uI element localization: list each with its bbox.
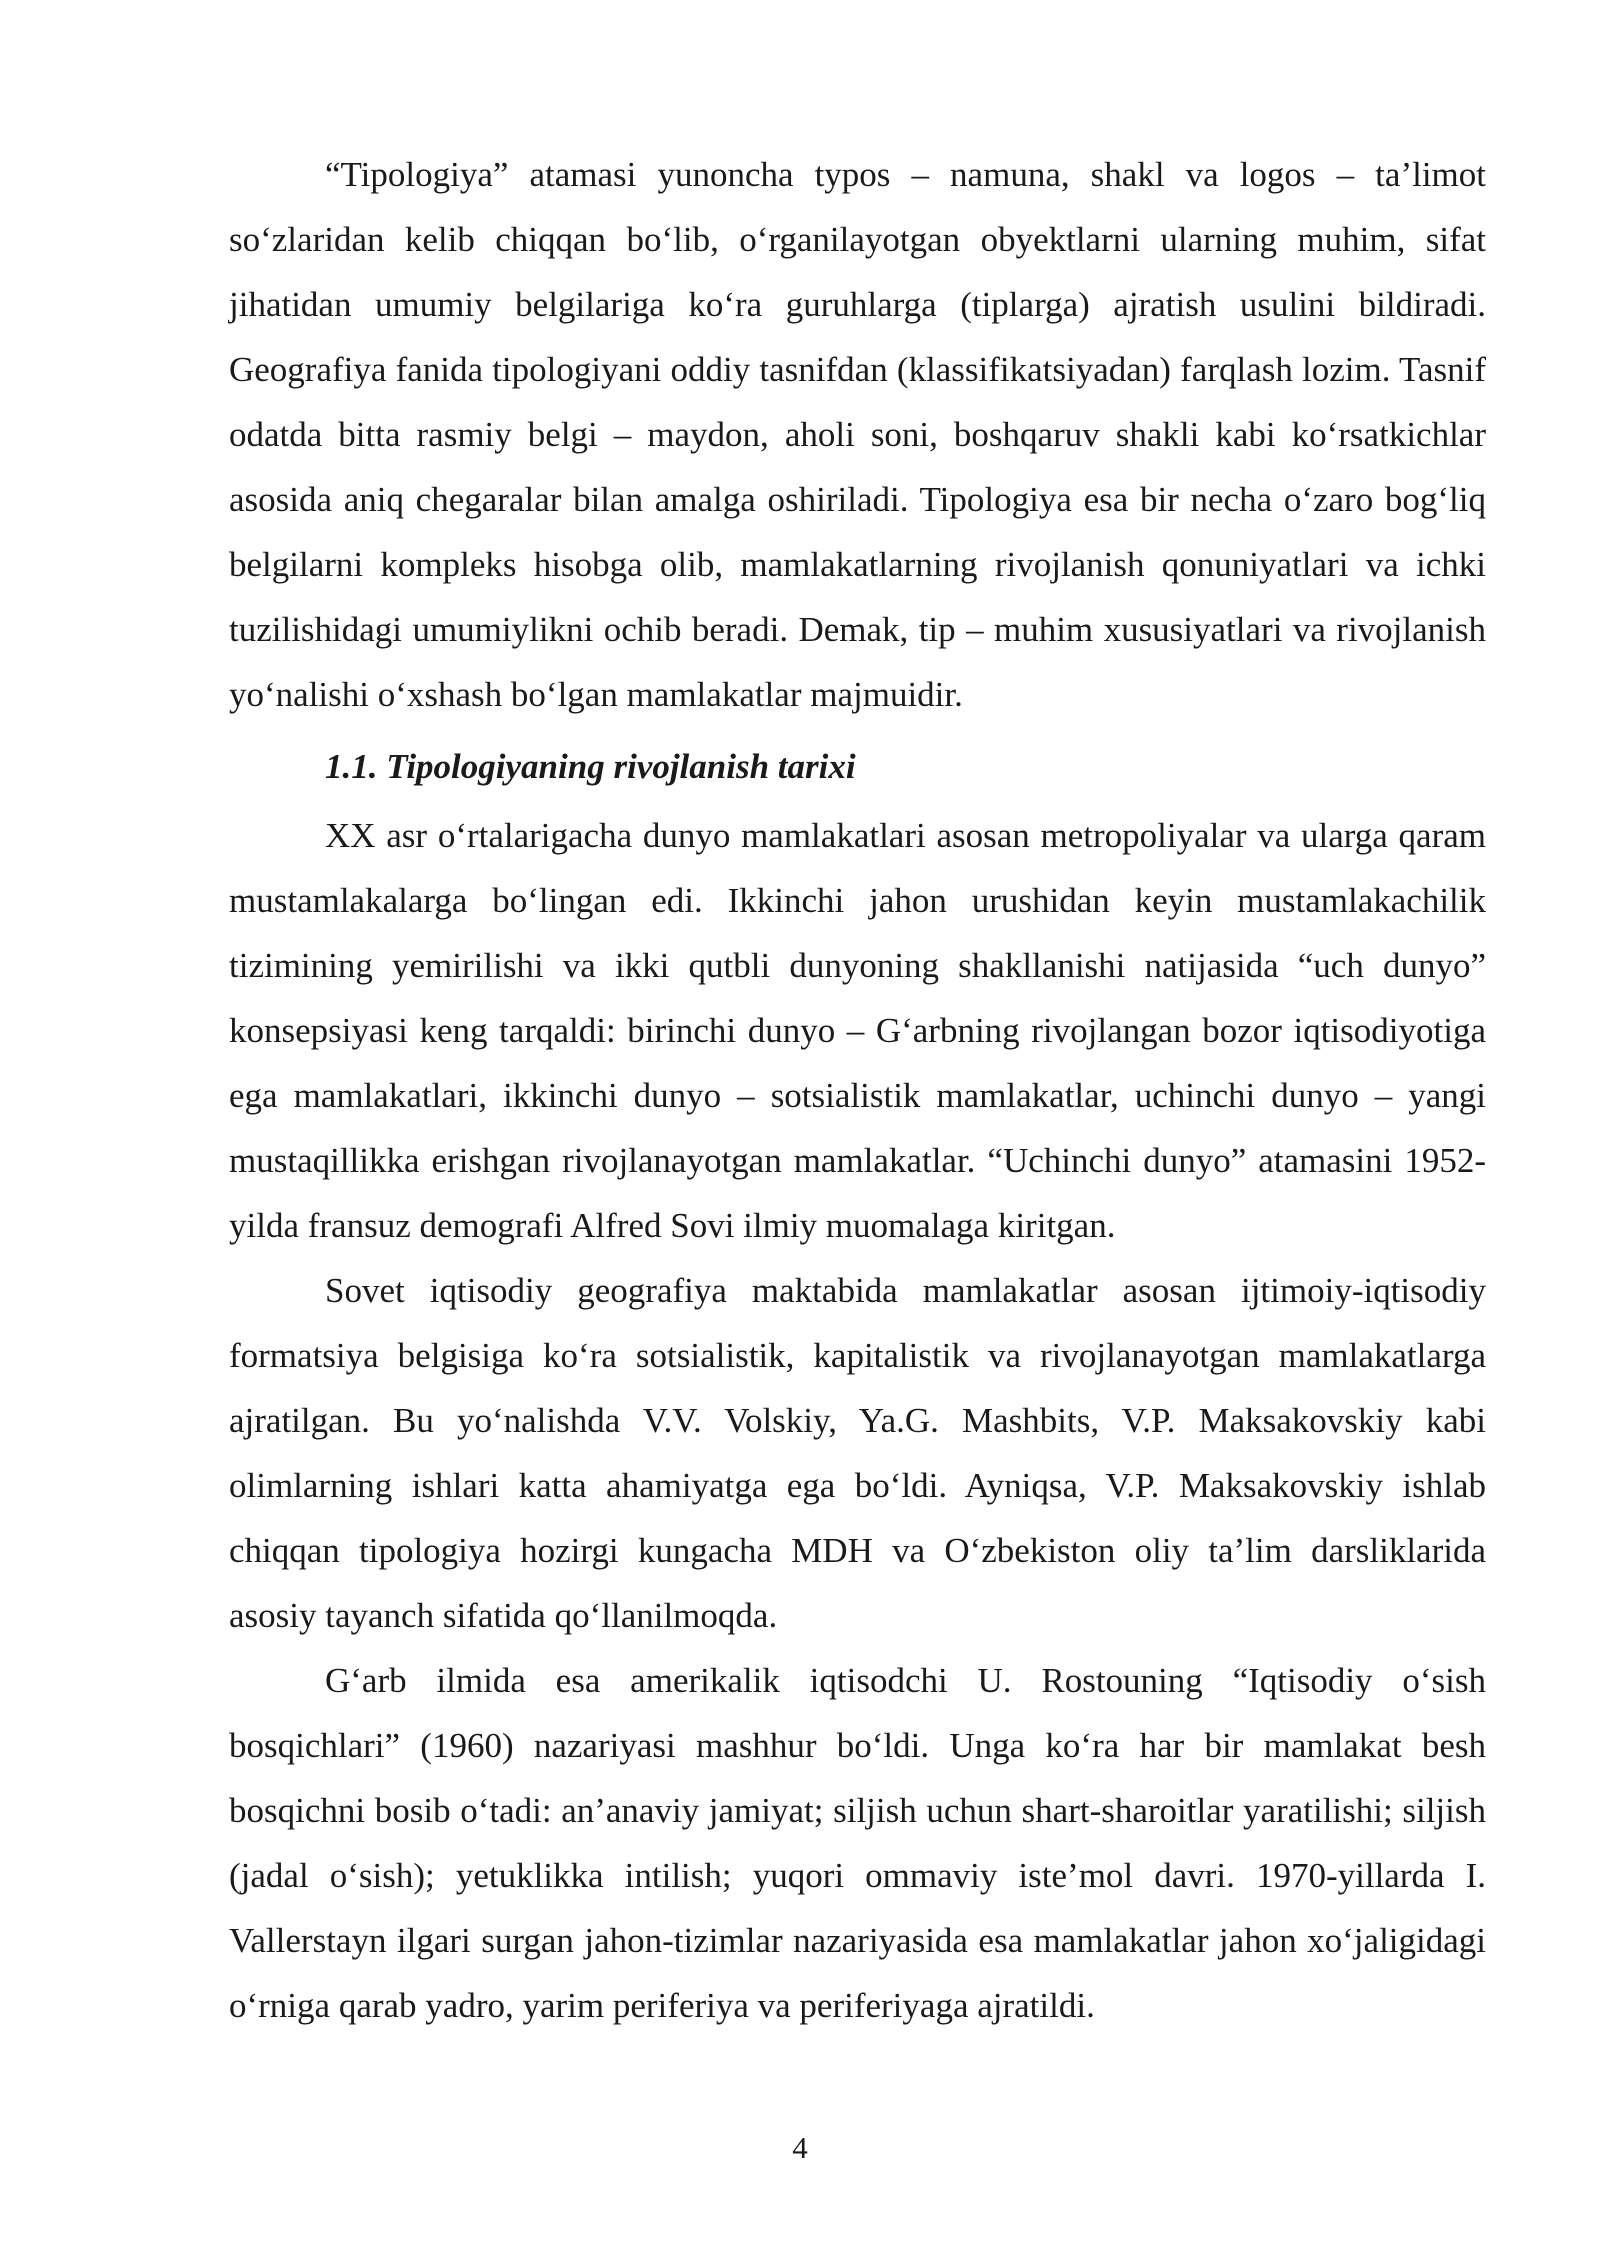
- section-heading: 1.1. Tipologiyaning rivojlanish tarixi: [325, 747, 856, 786]
- history-paragraph-1: XX asr o‘rtalarigacha dunyo mamlakatlari asosan metropoliyalar va ularga qaram mustamlakalarga bo‘lingan edi. Ikkinchi jahon urushidan keyin mustamlakachilik tizimining yemirilishi va ikki qutbli dunyoning shakllanishi natijasida “uch dunyo” konsepsiyasi keng tarqaldi: birinchi dunyo – G‘arbning rivojlangan bozor iqtisodiyotiga ega mamlakatlari, ikkinchi dunyo – sotsialistik mamlakatlar, uchinchi dunyo – yangi mustaqillikka erishgan rivojlanayotgan mamlakatlar. “Uchinchi dunyo” atamasini 1952-yilda fransuz demografi Alfred Sovi ilmiy muomalaga kiritgan.: [229, 816, 1486, 1245]
- history-paragraph-2: Sovet iqtisodiy geografiya maktabida mamlakatlar asosan ijtimoiy-iqtisodiy formatsiya belgisiga ko‘ra sotsialistik, kapitalistik va rivojlanayotgan mamlakatlarga ajratilgan. Bu yo‘nalishda V.V. Volskiy, Ya.G. Mashbits, V.P. Maksakovskiy kabi olimlarning ishlari katta ahamiyatga ega bo‘ldi. Ayniqsa, V.P. Maksakovskiy ishlab chiqqan tipologiya hozirgi kungacha MDH va O‘zbekiston oliy ta’lim darsliklarida asosiy tayanch sifatida qo‘llanilmoqda.: [229, 1271, 1486, 1635]
- intro-paragraph: “Tipologiya” atamasi yunoncha typos – namuna, shakl va logos – ta’limot so‘zlaridan kelib chiqqan bo‘lib, o‘rganilayotgan obyektlarni ularning muhim, sifat jihatidan umumiy belgilariga ko‘ra guruhlarga (tiplarga) ajratish usulini bildiradi. Geografiya fanida tipologiyani oddiy tasnifdan (klassifikatsiyadan) farqlash lozim. Tasnif odatda bitta rasmiy belgi – maydon, aholi soni, boshqaruv shakli kabi ko‘rsatkichlar asosida aniq chegaralar bilan amalga oshiriladi. Tipologiya esa bir necha o‘zaro bog‘liq belgilarni kompleks hisobga olib, mamlakatlarning rivojlanish qonuniyatlari va ichki tuzilishidagi umumiylikni ochib beradi. Demak, tip – muhim xususiyatlari va rivojlanish yo‘nalishi o‘xshash bo‘lgan mamlakatlar majmuidir.: [229, 155, 1486, 714]
- history-paragraph-3: G‘arb ilmida esa amerikalik iqtisodchi U. Rostouning “Iqtisodiy o‘sish bosqichlari” (1960) nazariyasi mashhur bo‘ldi. Unga ko‘ra har bir mamlakat besh bosqichni bosib o‘tadi: an’anaviy jamiyat; siljish uchun shart-sharoitlar yaratilishi; siljish (jadal o‘sish); yetuklikka intilish; yuqori ommaviy iste’mol davri. 1970-yillarda I. Vallerstayn ilgari surgan jahon-tizimlar nazariyasida esa mamlakatlar jahon xo‘jaligidagi o‘rniga qarab yadro, yarim periferiya va periferiyaga ajratildi.: [229, 1661, 1486, 2025]
- document-page: [229, 142, 1486, 2038]
- page-number: 4: [792, 2130, 808, 2165]
